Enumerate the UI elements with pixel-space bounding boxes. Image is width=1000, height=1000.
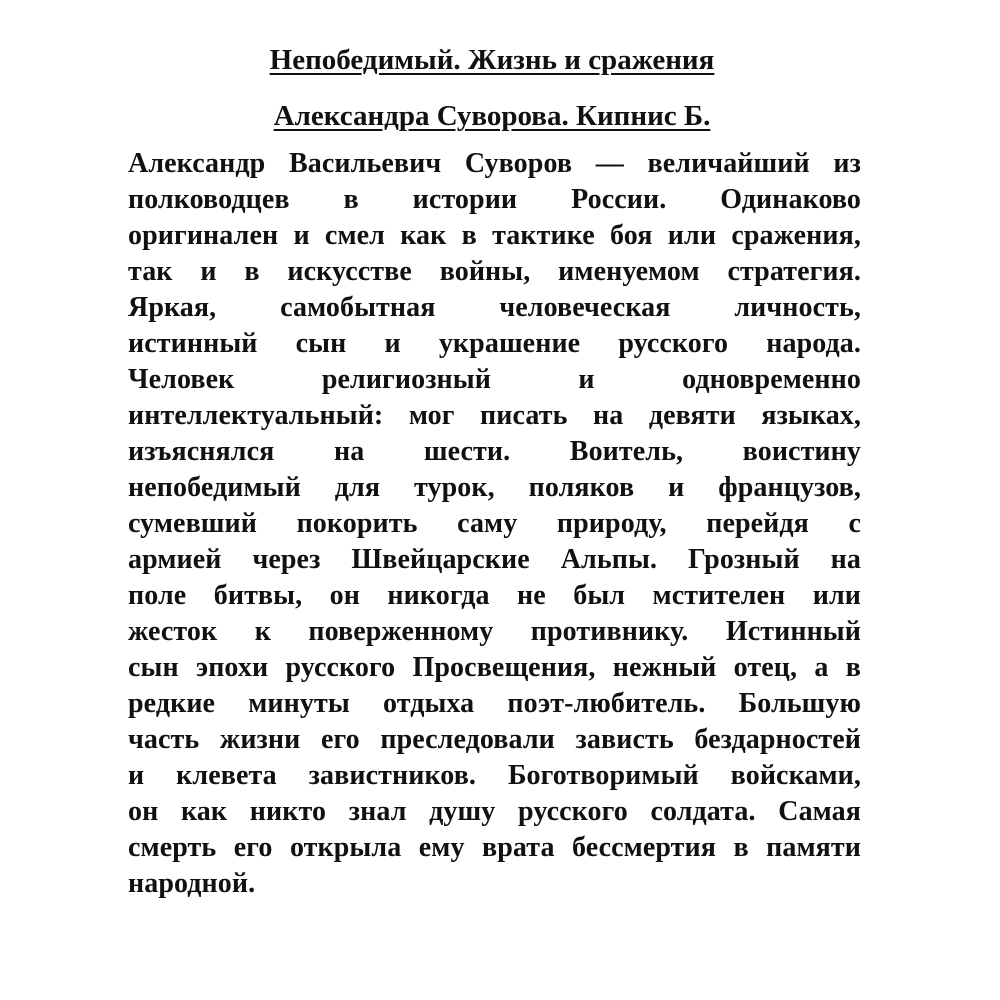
body-line-14: жесток к поверженному противнику. Истинный: [128, 616, 861, 647]
body-line-8: интеллектуальный: мог писать на девяти языках,: [128, 400, 861, 431]
body-line-6: истинный сын и украшение русского народа.: [128, 328, 861, 359]
body-line-1: Александр Васильевич Суворов — величайший из: [128, 148, 861, 179]
body-line-2: полководцев в истории России. Одинаково: [128, 184, 861, 215]
body-line-13: поле битвы, он никогда не был мстителен или: [128, 580, 861, 611]
body-line-18: и клевета завистников. Боготворимый войсками,: [128, 760, 861, 791]
body-line-12: армией через Швейцарские Альпы. Грозный на: [128, 544, 861, 575]
book-title-line-2: Александра Суворова. Кипнис Б.: [273, 100, 711, 132]
body-line-20: смерть его открыла ему врата бессмертия в памяти: [128, 832, 861, 863]
body-line-10: непобедимый для турок, поляков и французов,: [128, 472, 861, 503]
body-line-9: изъяснялся на шести. Воитель, воистину: [128, 436, 861, 467]
body-line-4: так и в искусстве войны, именуемом стратегия.: [128, 256, 861, 287]
book-title-line-1: Непобедимый. Жизнь и сражения: [269, 44, 715, 76]
body-line-19: он как никто знал душу русского солдата. Самая: [128, 796, 861, 827]
body-line-21: народной.: [128, 868, 256, 899]
body-line-17: часть жизни его преследовали зависть бездарностей: [128, 724, 861, 755]
body-line-3: оригинален и смел как в тактике боя или сражения,: [128, 220, 861, 251]
body-line-7: Человек религиозный и одновременно: [128, 364, 861, 395]
body-line-5: Яркая, самобытная человеческая личность,: [128, 292, 861, 323]
body-line-15: сын эпохи русского Просвещения, нежный отец, а в: [128, 652, 861, 683]
body-line-16: редкие минуты отдыха поэт-любитель. Большую: [128, 688, 861, 719]
body-line-11: сумевший покорить саму природу, перейдя с: [128, 508, 861, 539]
